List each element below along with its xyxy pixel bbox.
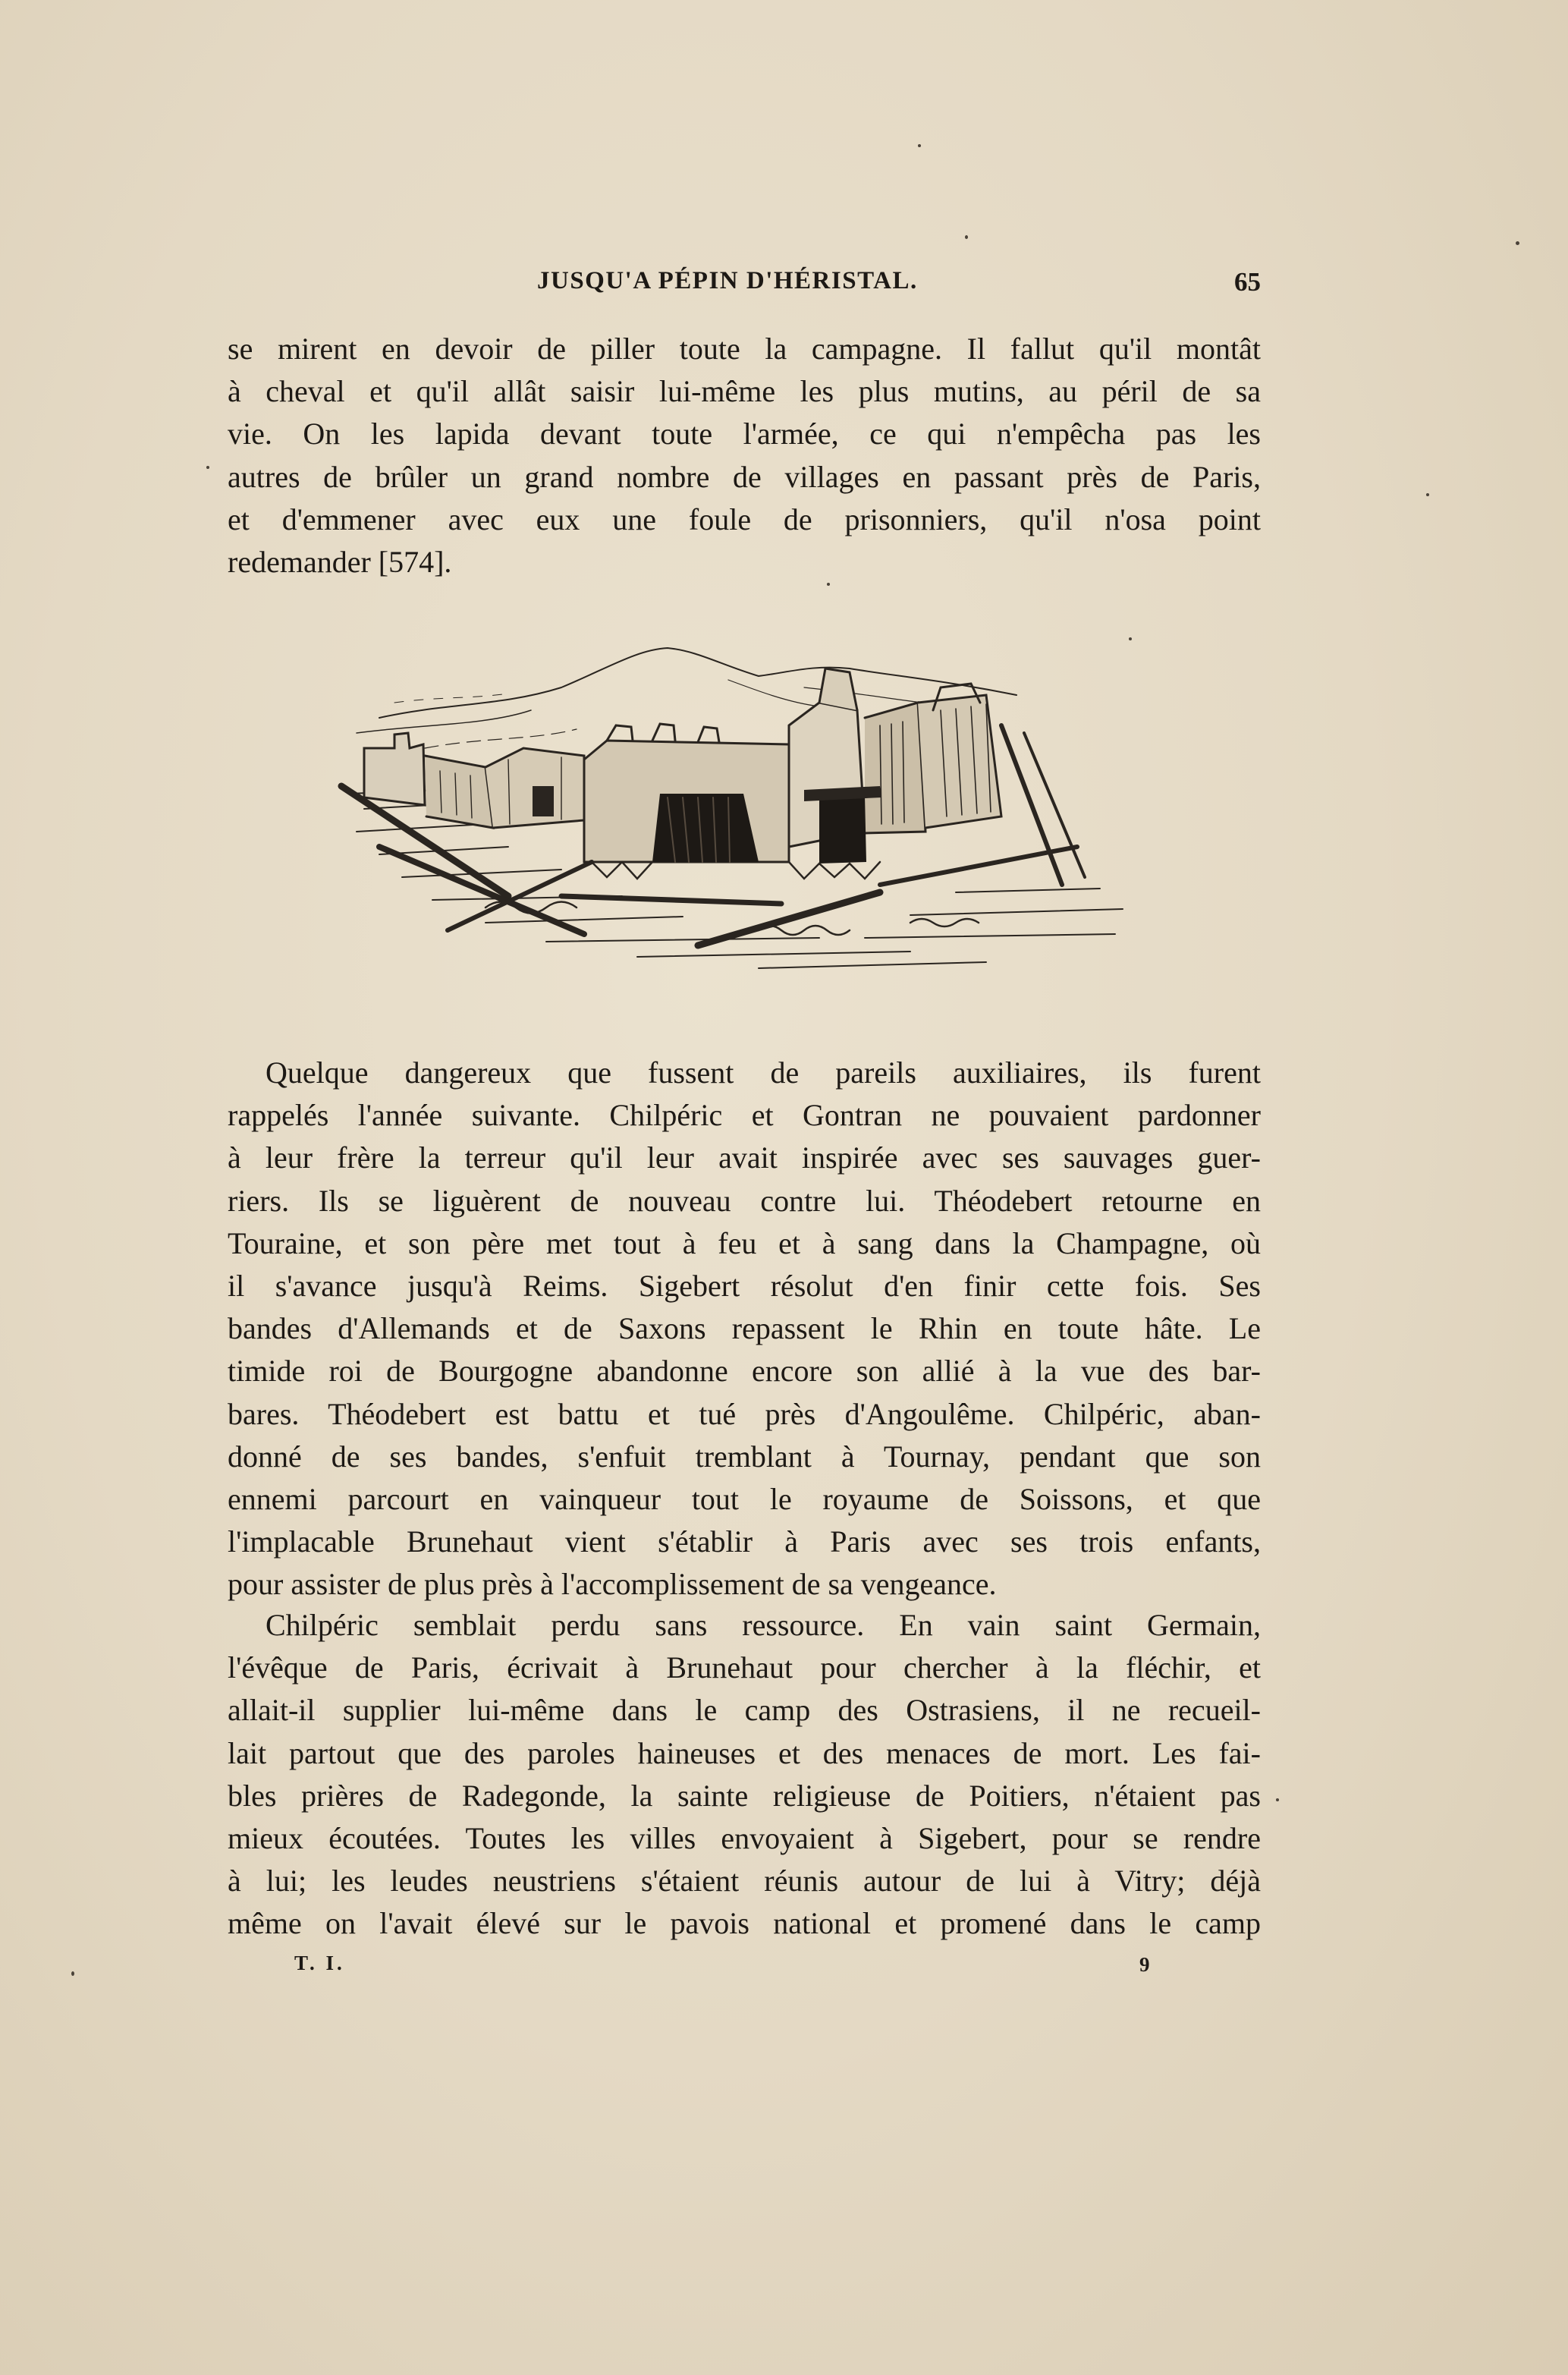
text-line: il s'avance jusqu'à Reims. Sigebert résolut d'en finir cette fois. Ses xyxy=(228,1268,1261,1303)
paragraph-3 xyxy=(228,1604,1261,1946)
page-header xyxy=(228,267,1261,305)
paper-speck xyxy=(1276,1798,1279,1801)
volume-mark: T. I. xyxy=(294,1952,345,1974)
page-number: 65 xyxy=(1234,267,1261,297)
text-line: à leur frère la terreur qu'il leur avait inspirée avec ses sauvages guer- xyxy=(228,1140,1261,1175)
paper-speck xyxy=(1426,493,1429,496)
text-line: autres de brûler un grand nombre de villages en passant près de Paris, xyxy=(228,459,1261,494)
text-line: à cheval et qu'il allât saisir lui-même les plus mutins, au péril de sa xyxy=(228,374,1261,409)
text-line: pour assister de plus près à l'accomplissement de sa vengeance. xyxy=(228,1567,997,1602)
text-line: vie. On les lapida devant toute l'armée, ce qui n'empêcha pas les xyxy=(228,417,1261,451)
text-line: à lui; les leudes neustriens s'étaient réunis autour de lui à Vitry; déjà xyxy=(228,1864,1261,1898)
paper-speck xyxy=(71,1971,74,1976)
text-line: donné de ses bandes, s'enfuit tremblant à Tournay, pendant que son xyxy=(228,1439,1261,1474)
text-line: Chilpéric semblait perdu sans ressource. En vain saint Germain, xyxy=(266,1608,1261,1642)
text-line: timide roi de Bourgogne abandonne encore son allié à la vue des bar- xyxy=(228,1354,1261,1389)
text-line: l'implacable Brunehaut vient s'établir à Paris avec ses trois enfants, xyxy=(228,1524,1261,1559)
paper-speck xyxy=(918,144,921,147)
text-line: et d'emmener avec eux une foule de prisonniers, qu'il n'osa point xyxy=(228,502,1261,536)
paper-speck xyxy=(827,583,830,586)
paper-speck xyxy=(1516,241,1519,245)
text-line: Touraine, et son père met tout à feu et à sang dans la Champagne, où xyxy=(228,1225,1261,1260)
text-line: rappelés l'année suivante. Chilpéric et Gontran ne pouvaient pardonner xyxy=(228,1098,1261,1133)
text-line: mieux écoutées. Toutes les villes envoyaient à Sigebert, pour se rendre xyxy=(228,1820,1261,1855)
paragraph-2 xyxy=(228,1052,1261,1606)
ruined-village-engraving-icon xyxy=(334,634,1145,999)
text-line: allait-il supplier lui-même dans le camp des Ostrasiens, il ne recueil- xyxy=(228,1693,1261,1728)
text-line: bandes d'Allemands et de Saxons repassent le Rhin en toute hâte. Le xyxy=(228,1311,1261,1346)
text-line: l'évêque de Paris, écrivait à Brunehaut pour chercher à la fléchir, et xyxy=(228,1650,1261,1685)
text-line: lait partout que des paroles haineuses et des menaces de mort. Les fai- xyxy=(228,1735,1261,1770)
signature-mark: 9 xyxy=(1139,1953,1150,1976)
text-line: bles prières de Radegonde, la sainte religieuse de Poitiers, n'étaient pas xyxy=(228,1778,1261,1813)
paper-speck xyxy=(206,466,209,469)
text-line: même on l'avait élevé sur le pavois national et promené dans le camp xyxy=(228,1906,1261,1941)
text-line: bares. Théodebert est battu et tué près d'Angoulême. Chilpéric, aban- xyxy=(228,1396,1261,1431)
text-line: Quelque dangereux que fussent de pareils auxiliaires, ils furent xyxy=(266,1055,1261,1090)
text-line: ennemi parcourt en vainqueur tout le royaume de Soissons, et que xyxy=(228,1481,1261,1516)
paper-speck xyxy=(1129,637,1132,640)
text-line: riers. Ils se liguèrent de nouveau contre lui. Théodebert retourne en xyxy=(228,1183,1261,1218)
paper-speck xyxy=(965,235,968,239)
text-line: redemander [574]. xyxy=(228,544,452,579)
running-title: JUSQU'A PÉPIN D'HÉRISTAL. xyxy=(537,267,918,294)
paragraph-1 xyxy=(228,328,1261,584)
text-line: se mirent en devoir de piller toute la campagne. Il fallut qu'il montât xyxy=(228,332,1261,366)
